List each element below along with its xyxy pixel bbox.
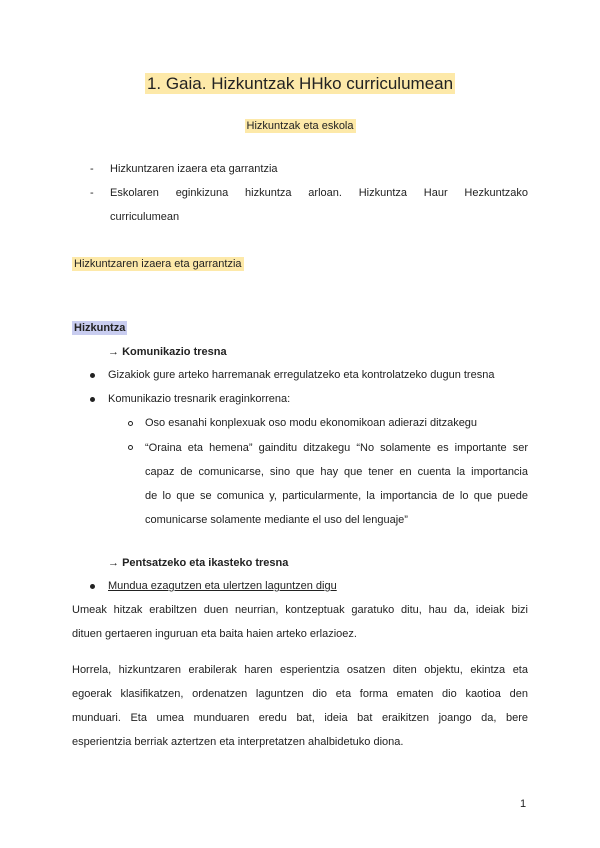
paragraph-line: egoerak klasifikatzen, ordenatzen laguntzen dio eta forma ematen dio kaotioa den (72, 688, 528, 700)
paragraph-line: munduari. Eta umea munduaren eredu bat, ideia bat eraikitzen joango da, bere (72, 712, 528, 724)
paragraph-line: esperientzia berriak aztertzen eta interpretatzen ahalbidetuko diona. (72, 736, 404, 748)
page-title-text: 1. Gaia. Hizkuntzak HHko curriculumean (146, 74, 454, 93)
section-heading-text: Hizkuntzaren izaera eta garrantzia (74, 258, 242, 270)
bullet-item-2: Komunikazio tresnarik eraginkorrena: (108, 393, 291, 405)
bullet-item-1: Gizakiok gure arteko harremanak erregulatzeko eta kontrolatzeko dugun tresna (108, 369, 495, 381)
subheading-komunikazio-text: Komunikazio tresna (122, 346, 227, 358)
circle-item-2-line: capaz de comunicarse, sino que hay que tener en cuenta la importancia (145, 466, 528, 478)
toc-item-1-text: Hizkuntzaren izaera eta garrantzia (110, 163, 278, 175)
bullet-dot-icon (90, 397, 95, 402)
bullet-dot-icon (90, 584, 95, 589)
subheading-pentsatzeko-text: Pentsatzeko eta ikasteko tresna (122, 557, 289, 569)
paragraph-line: Umeak hitzak erabiltzen duen neurrian, kontzeptuak garatuko ditu, hau da, ideiak bizi (72, 604, 528, 616)
circle-bullet-icon (128, 421, 133, 426)
bullet-dot-icon (90, 373, 95, 378)
page-subtitle-text: Hizkuntzak eta eskola (246, 120, 354, 132)
arrow-right-icon: → (108, 346, 119, 358)
toc-item-2-line-2: curriculumean (110, 211, 180, 223)
circle-item-2-line: de lo que se comunica y, particularmente, la importancia de lo que puede (145, 490, 528, 502)
dash-marker: - (90, 187, 94, 199)
circle-item-2-line: “Oraina eta hemena” gainditu ditzakegu “No solamente es importante ser (145, 442, 528, 454)
paragraph-line: Horrela, hizkuntzaren erabilerak haren esperientzia osatzen diten objektu, ekintza eta (72, 664, 528, 676)
page-title (0, 74, 600, 94)
hizkuntza-heading-text: Hizkuntza (74, 322, 126, 334)
subheading-komunikazio (108, 346, 227, 358)
paragraph-2 (72, 658, 528, 754)
paragraph-1 (72, 598, 528, 646)
section-heading (72, 258, 244, 270)
dash-marker: - (90, 163, 94, 175)
circle-item-2-line: comunicarse solamente mediante el uso del lenguaje” (145, 514, 408, 526)
circle-bullet-icon (128, 445, 133, 450)
circle-item-2 (145, 436, 528, 532)
circle-item-1: Oso esanahi konplexuak oso modu ekonomikoan adierazi ditzakegu (145, 417, 478, 429)
arrow-right-icon: → (108, 557, 119, 569)
subheading-pentsatzeko (108, 557, 288, 569)
hizkuntza-heading (72, 322, 127, 334)
page-number: 1 (520, 798, 527, 810)
paragraph-line: dituen gertaeren inguruan eta baita haien arteko erlazioez. (72, 628, 357, 640)
toc-item-2-line-1: Eskolaren eginkizuna hizkuntza arloan. Hizkuntza Haur Hezkuntzako (110, 187, 528, 199)
page-subtitle (0, 120, 600, 132)
bullet-item-3: Mundua ezagutzen eta ulertzen laguntzen digu (108, 580, 337, 592)
